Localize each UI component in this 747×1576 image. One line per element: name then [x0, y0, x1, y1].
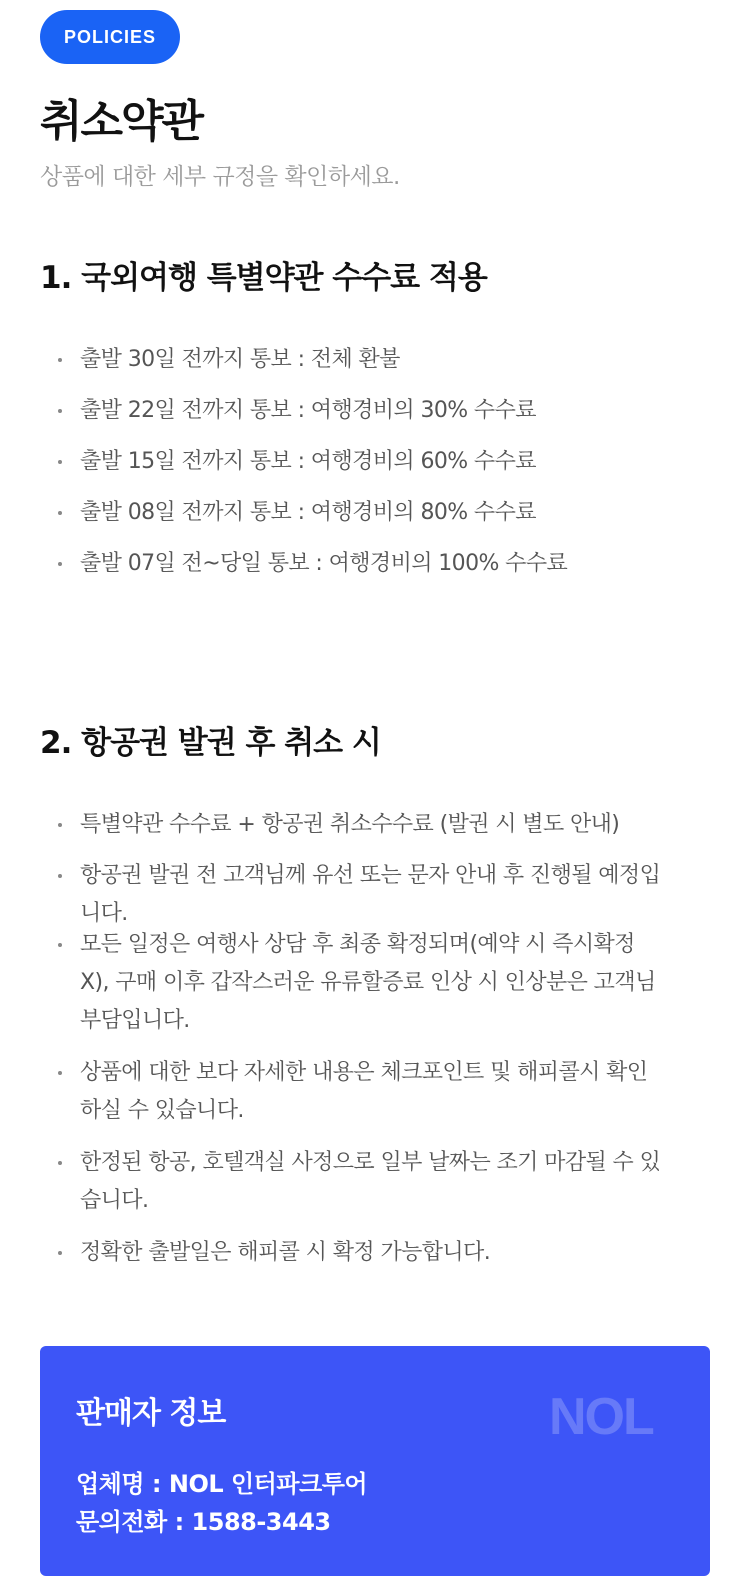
list-item-text: 모든 일정은 여행사 상담 후 최종 확정되며(예약 시 즉시확정 X), 구매 이후 갑작스러운 유류할증료 인상 시 인상분은 고객님 부담입니다. [80, 932, 656, 1033]
bullet-icon [58, 874, 62, 878]
seller-info-card [40, 1346, 710, 1576]
bullet-icon [58, 562, 62, 566]
bullet-icon [58, 1161, 62, 1165]
list-item-text: 한정된 항공, 호텔객실 사정으로 일부 날짜는 조기 마감될 수 있 습니다. [80, 1150, 661, 1213]
bullet-icon [58, 460, 62, 464]
bullet-icon [58, 1071, 62, 1075]
bullet-icon [58, 358, 62, 362]
list-item [80, 1144, 712, 1220]
list-item-text: 출발 15일 전까지 통보 : 여행경비의 60% 수수료 [80, 449, 536, 474]
section-title-ticket-cancel: 2. 항공권 발권 후 취소 시 [40, 725, 381, 761]
bullet-icon [58, 943, 62, 947]
list-item-text: 출발 30일 전까지 통보 : 전체 환불 [80, 347, 400, 372]
bullet-icon [58, 1251, 62, 1255]
list-item [80, 392, 712, 430]
list-item [80, 494, 712, 532]
list-item [80, 341, 712, 379]
list-item-text: 특별약관 수수료 + 항공권 취소수수료 (발권 시 별도 안내) [80, 812, 620, 837]
seller-company-name: 업체명 : NOL 인터파크투어 [76, 1470, 368, 1498]
list-item-text: 항공권 발권 전 고객님께 유선 또는 문자 안내 후 진행될 예정입 니다. [80, 863, 661, 926]
nol-logo: NOL [549, 1388, 653, 1446]
seller-info-title: 판매자 정보 [76, 1396, 226, 1431]
list-item-text: 상품에 대한 보다 자세한 내용은 체크포인트 및 해피콜시 확인 하실 수 있습니다. [80, 1060, 648, 1123]
policies-badge: POLICIES [40, 10, 180, 64]
list-item [80, 806, 712, 844]
list-item [80, 545, 712, 583]
list-item [80, 926, 712, 1040]
list-item-text: 정확한 출발일은 해피콜 시 확정 가능합니다. [80, 1240, 491, 1265]
list-item-text: 출발 22일 전까지 통보 : 여행경비의 30% 수수료 [80, 398, 536, 423]
list-item-text: 출발 07일 전~당일 통보 : 여행경비의 100% 수수료 [80, 551, 568, 576]
page-subtitle: 상품에 대한 세부 규정을 확인하세요. [40, 164, 400, 190]
list-item [80, 1054, 712, 1130]
list-item [80, 857, 712, 933]
bullet-icon [58, 823, 62, 827]
page-title: 취소약관 [40, 96, 203, 147]
bullet-icon [58, 409, 62, 413]
seller-phone: 문의전화 : 1588-3443 [76, 1508, 331, 1536]
bullet-icon [58, 511, 62, 515]
list-item-text: 출발 08일 전까지 통보 : 여행경비의 80% 수수료 [80, 500, 536, 525]
section-title-fees: 1. 국외여행 특별약관 수수료 적용 [40, 260, 487, 296]
list-item [80, 443, 712, 481]
list-item [80, 1234, 712, 1272]
